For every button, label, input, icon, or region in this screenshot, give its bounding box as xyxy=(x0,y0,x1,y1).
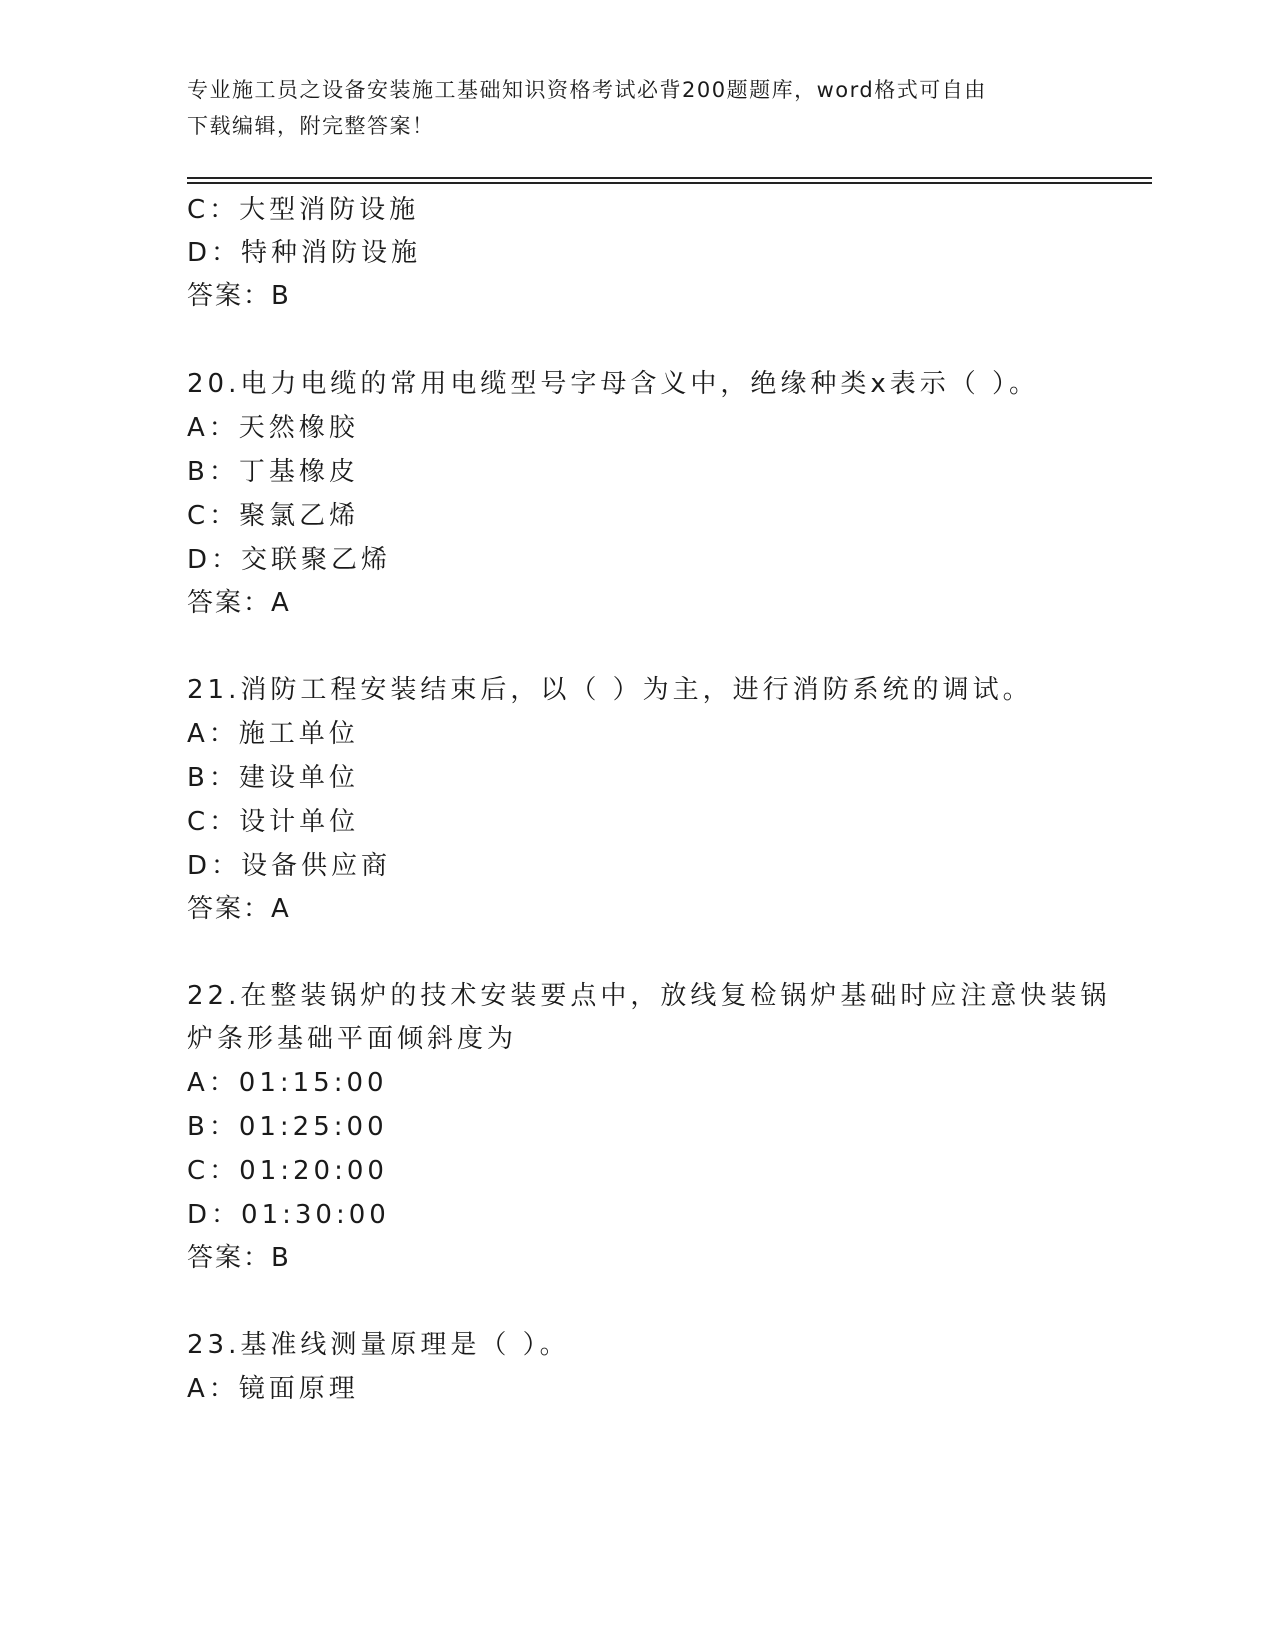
q22-option-c: C：01:20:00 xyxy=(187,1156,388,1186)
header-line-2: 下载编辑，附完整答案！ xyxy=(187,114,435,138)
document-header xyxy=(187,72,1067,144)
q20-option-b: B：丁基橡皮 xyxy=(187,457,359,487)
q21-answer: 答案：A xyxy=(187,894,291,924)
q22-answer: 答案：B xyxy=(187,1243,291,1273)
q21-option-b: B：建设单位 xyxy=(187,763,359,793)
q20-question: 20.电力电缆的常用电缆型号字母含义中，绝缘种类x表示（ ）。 xyxy=(187,369,1040,399)
q22-question-line-1: 22.在整装锅炉的技术安装要点中，放线复检锅炉基础时应注意快装锅 xyxy=(187,981,1111,1011)
q21-option-d: D：设备供应商 xyxy=(187,851,392,881)
q22-option-d: D：01:30:00 xyxy=(187,1200,390,1230)
q22-question-line-2: 炉条形基础平面倾斜度为 xyxy=(187,1024,518,1054)
header-divider-top xyxy=(187,177,1152,179)
q22-option-b: B：01:25:00 xyxy=(187,1112,388,1142)
q21-option-a: A：施工单位 xyxy=(187,719,359,749)
q20-option-d: D：交联聚乙烯 xyxy=(187,545,392,575)
q19-option-c: C：大型消防设施 xyxy=(187,195,420,225)
q21-question: 21.消防工程安装结束后，以（ ）为主，进行消防系统的调试。 xyxy=(187,675,1033,705)
q20-answer: 答案：A xyxy=(187,588,291,618)
q19-answer: 答案：B xyxy=(187,281,291,311)
q21-option-c: C：设计单位 xyxy=(187,807,360,837)
q20-option-a: A：天然橡胶 xyxy=(187,413,359,443)
q23-option-a: A：镜面原理 xyxy=(187,1374,359,1404)
q19-option-d: D：特种消防设施 xyxy=(187,238,422,268)
header-line-1: 专业施工员之设备安装施工基础知识资格考试必背200题题库，word格式可自由 xyxy=(187,78,987,102)
q20-option-c: C：聚氯乙烯 xyxy=(187,501,360,531)
q22-option-a: A：01:15:00 xyxy=(187,1068,388,1098)
header-divider-bottom xyxy=(187,182,1152,184)
q23-question: 23.基准线测量原理是（ ）。 xyxy=(187,1330,570,1360)
